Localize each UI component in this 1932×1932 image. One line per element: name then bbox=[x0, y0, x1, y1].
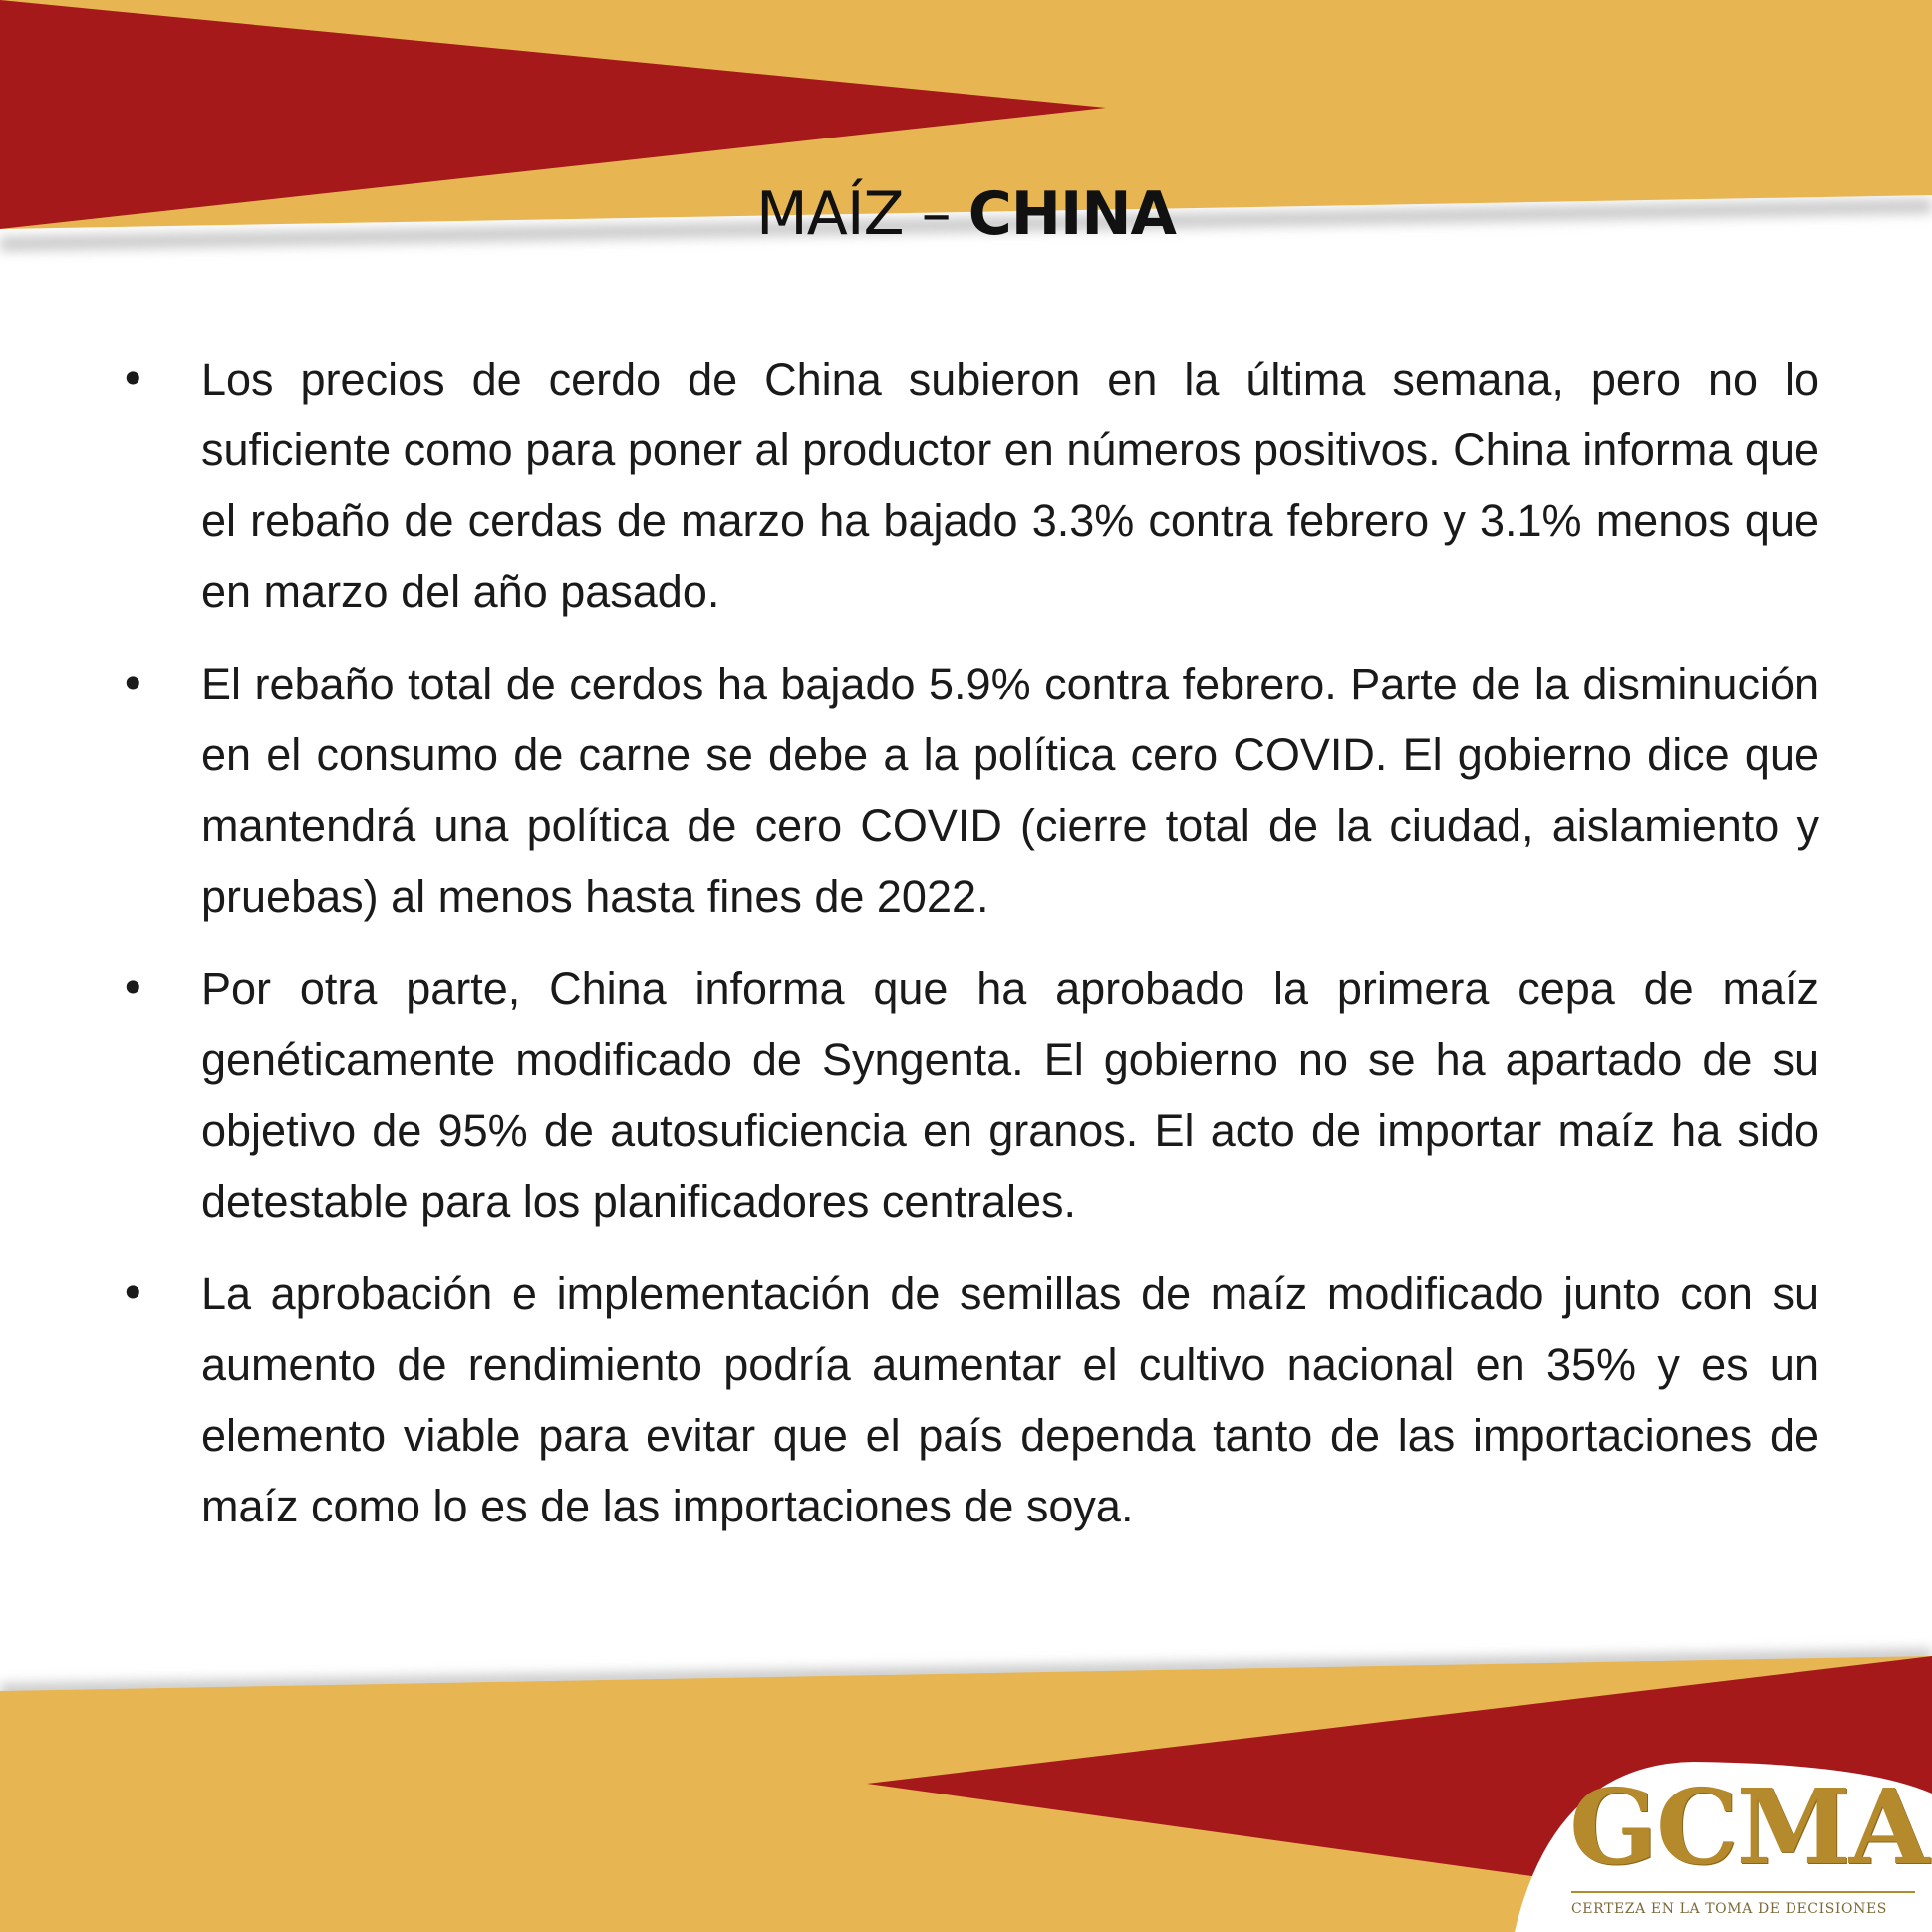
list-item bbox=[120, 954, 1819, 1237]
list-item bbox=[120, 1258, 1819, 1541]
list-item bbox=[120, 344, 1819, 627]
gcma-logo bbox=[1519, 1764, 1928, 1932]
logo-divider bbox=[1571, 1891, 1915, 1893]
bullet-text: El rebaño total de cerdos ha bajado 5.9% contra febrero. Parte de la disminución en el consumo de carne se debe a la política cero COVID. El gobierno dice que mantendrá una política de cero COVID (cierre total de la ciudad, aislamiento y pruebas) al menos hasta fines de 2022. bbox=[201, 659, 1819, 922]
page-title bbox=[0, 179, 1932, 249]
logo-tagline: CERTEZA EN LA TOMA DE DECISIONES bbox=[1571, 1901, 1888, 1917]
logo-wordmark: GCMA bbox=[1569, 1766, 1928, 1888]
bullet-marker: • bbox=[120, 353, 146, 406]
list-item bbox=[120, 649, 1819, 932]
title-bold: CHINA bbox=[967, 179, 1176, 249]
title-regular: MAÍZ – bbox=[756, 179, 968, 249]
bullet-marker: • bbox=[120, 658, 146, 710]
bullet-text: Los precios de cerdo de China subieron en la última semana, pero no lo suficiente como para poner al productor en números positivos. China informa que el rebaño de cerdas de marzo ha bajado 3.3% contra febrero y 3.1% menos que en marzo del año pasado. bbox=[201, 354, 1819, 617]
bullet-list bbox=[120, 344, 1819, 1563]
bullet-marker: • bbox=[120, 963, 146, 1015]
bullet-text: La aprobación e implementación de semillas de maíz modificado junto con su aumento de rendimiento podría aumentar el cultivo nacional en 35% y es un elemento viable para evitar que el país dependa tanto de las importaciones de maíz como lo es de las importaciones de soya. bbox=[201, 1268, 1819, 1531]
bullet-text: Por otra parte, China informa que ha aprobado la primera cepa de maíz genéticamente modificado de Syngenta. El gobierno no se ha apartado de su objetivo de 95% de autosuficiencia en granos. El acto de importar maíz ha sido detestable para los planificadores centrales. bbox=[201, 964, 1819, 1227]
bullet-marker: • bbox=[120, 1267, 146, 1320]
